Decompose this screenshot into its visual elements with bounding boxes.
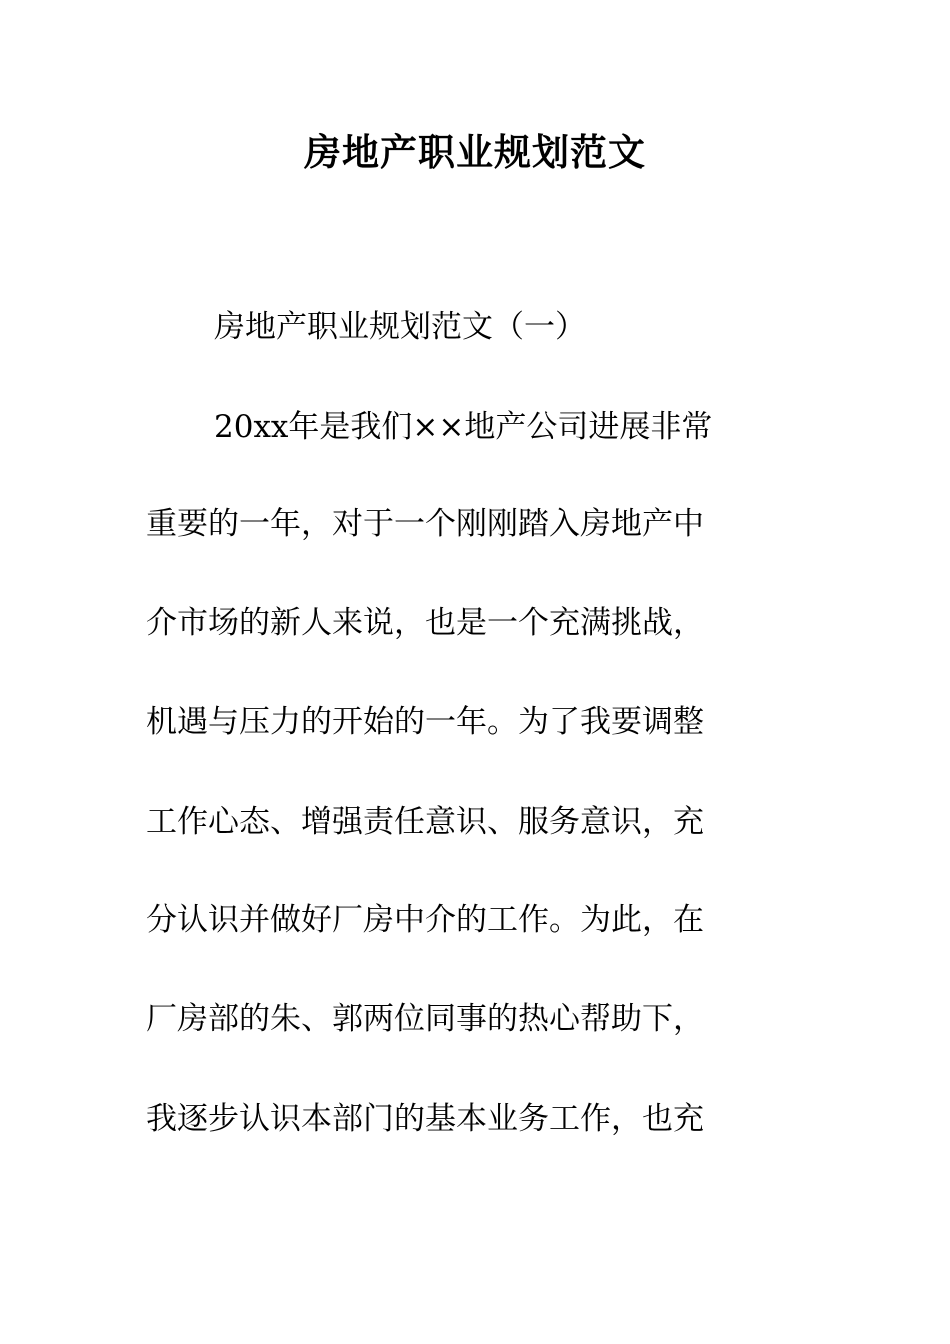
paragraph-line: 厂房部的朱、郭两位同事的热心帮助下，: [146, 1001, 704, 1037]
paragraph-line: 分认识并做好厂房中介的工作。为此，在: [146, 902, 704, 938]
paragraph-line: 介市场的新人来说，也是一个充满挑战，: [146, 605, 704, 641]
paragraph-line: 机遇与压力的开始的一年。为了我要调整: [146, 704, 704, 740]
paragraph-line: 我逐步认识本部门的基本业务工作，也充: [146, 1101, 704, 1137]
paragraph-line: 工作心态、增强责任意识、服务意识，充: [146, 804, 704, 840]
section-heading: 房地产职业规划范文（一）: [214, 309, 586, 345]
paragraph-line: 重要的一年，对于一个刚刚踏入房地产中: [146, 506, 704, 542]
paragraph-line: 20xx年是我们××地产公司进展非常: [214, 409, 713, 445]
document-title: 房地产职业规划范文: [304, 130, 646, 174]
